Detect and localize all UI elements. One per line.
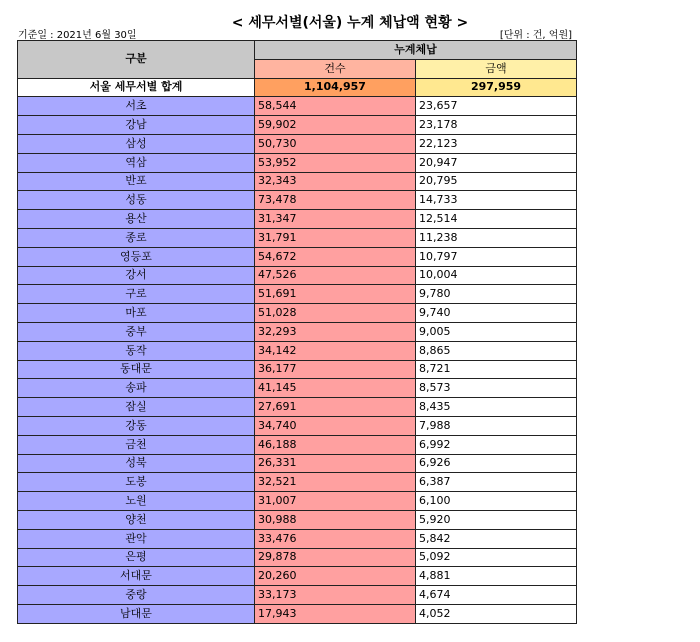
office-cell: 성동 [18,191,255,210]
amount-cell: 23,657 [416,97,577,116]
amount-cell: 8,573 [416,379,577,398]
table-row [18,454,577,473]
table-row [18,285,577,304]
amount-cell: 10,004 [416,266,577,285]
count-cell: 33,476 [255,529,416,548]
table-row [18,322,577,341]
header-amount: 금액 [416,59,577,78]
header-group: 누계체납 [255,41,577,60]
table-row [18,548,577,567]
office-cell: 서대문 [18,567,255,586]
count-cell: 31,347 [255,210,416,229]
count-cell: 32,343 [255,172,416,191]
count-cell: 29,878 [255,548,416,567]
total-count: 1,104,957 [255,78,416,97]
table-row [18,510,577,529]
unit-label: [단위 : 건, 억원] [499,30,572,41]
office-cell: 동대문 [18,360,255,379]
office-cell: 은평 [18,548,255,567]
count-cell: 32,293 [255,322,416,341]
amount-cell: 4,674 [416,586,577,605]
office-cell: 금천 [18,435,255,454]
count-cell: 33,173 [255,586,416,605]
office-cell: 도봉 [18,473,255,492]
table-row [18,567,577,586]
office-cell: 남대문 [18,604,255,623]
table-row [18,228,577,247]
amount-cell: 20,795 [416,172,577,191]
amount-cell: 22,123 [416,134,577,153]
amount-cell: 8,721 [416,360,577,379]
count-cell: 51,028 [255,304,416,323]
count-cell: 53,952 [255,153,416,172]
total-amount: 297,959 [416,78,577,97]
office-cell: 용산 [18,210,255,229]
amount-cell: 5,092 [416,548,577,567]
amount-cell: 23,178 [416,116,577,135]
count-cell: 26,331 [255,454,416,473]
table-row [18,416,577,435]
count-cell: 46,188 [255,435,416,454]
count-cell: 73,478 [255,191,416,210]
table-row [18,266,577,285]
office-cell: 송파 [18,379,255,398]
table-row [18,473,577,492]
amount-cell: 6,992 [416,435,577,454]
office-cell: 반포 [18,172,255,191]
count-cell: 20,260 [255,567,416,586]
office-cell: 성북 [18,454,255,473]
table-row [18,341,577,360]
header-category: 구분 [18,41,255,79]
office-cell: 양천 [18,510,255,529]
amount-cell: 8,435 [416,398,577,417]
table-row [18,116,577,135]
amount-cell: 6,387 [416,473,577,492]
office-cell: 중랑 [18,586,255,605]
amount-cell: 6,100 [416,492,577,511]
office-cell: 동작 [18,341,255,360]
amount-cell: 11,238 [416,228,577,247]
header-count: 건수 [255,59,416,78]
office-cell: 중부 [18,322,255,341]
arrears-table [17,40,577,624]
total-label: 서울 세무서별 합계 [18,78,255,97]
amount-cell: 9,780 [416,285,577,304]
table-row [18,97,577,116]
table-row [18,586,577,605]
amount-cell: 9,005 [416,322,577,341]
amount-cell: 7,988 [416,416,577,435]
table-row [18,398,577,417]
office-cell: 종로 [18,228,255,247]
table-row [18,191,577,210]
table-row [18,247,577,266]
table-row [18,492,577,511]
amount-cell: 4,052 [416,604,577,623]
office-cell: 삼성 [18,134,255,153]
count-cell: 51,691 [255,285,416,304]
amount-cell: 14,733 [416,191,577,210]
total-row [18,78,577,97]
count-cell: 30,988 [255,510,416,529]
office-cell: 구로 [18,285,255,304]
table-row [18,604,577,623]
office-cell: 강서 [18,266,255,285]
count-cell: 41,145 [255,379,416,398]
count-cell: 34,142 [255,341,416,360]
office-cell: 노원 [18,492,255,511]
amount-cell: 5,842 [416,529,577,548]
office-cell: 영등포 [18,247,255,266]
table-row [18,134,577,153]
table-row [18,360,577,379]
count-cell: 27,691 [255,398,416,417]
count-cell: 31,007 [255,492,416,511]
office-cell: 서초 [18,97,255,116]
amount-cell: 6,926 [416,454,577,473]
count-cell: 54,672 [255,247,416,266]
count-cell: 34,740 [255,416,416,435]
table-row [18,529,577,548]
table-row [18,210,577,229]
office-cell: 역삼 [18,153,255,172]
count-cell: 59,902 [255,116,416,135]
header-row [18,41,577,60]
amount-cell: 8,865 [416,341,577,360]
office-cell: 관악 [18,529,255,548]
count-cell: 50,730 [255,134,416,153]
table-row [18,172,577,191]
table-row [18,304,577,323]
office-cell: 잠실 [18,398,255,417]
base-date: 기준일 : 2021년 6월 30일 [18,30,137,41]
count-cell: 58,544 [255,97,416,116]
report-title: < 세무서별(서울) 누계 체납액 현황 > [231,15,469,31]
amount-cell: 12,514 [416,210,577,229]
amount-cell: 20,947 [416,153,577,172]
office-cell: 마포 [18,304,255,323]
office-cell: 강동 [18,416,255,435]
amount-cell: 5,920 [416,510,577,529]
count-cell: 32,521 [255,473,416,492]
office-cell: 강남 [18,116,255,135]
table-row [18,379,577,398]
amount-cell: 9,740 [416,304,577,323]
amount-cell: 10,797 [416,247,577,266]
count-cell: 47,526 [255,266,416,285]
count-cell: 17,943 [255,604,416,623]
count-cell: 31,791 [255,228,416,247]
table-row [18,435,577,454]
table-row [18,153,577,172]
count-cell: 36,177 [255,360,416,379]
amount-cell: 4,881 [416,567,577,586]
